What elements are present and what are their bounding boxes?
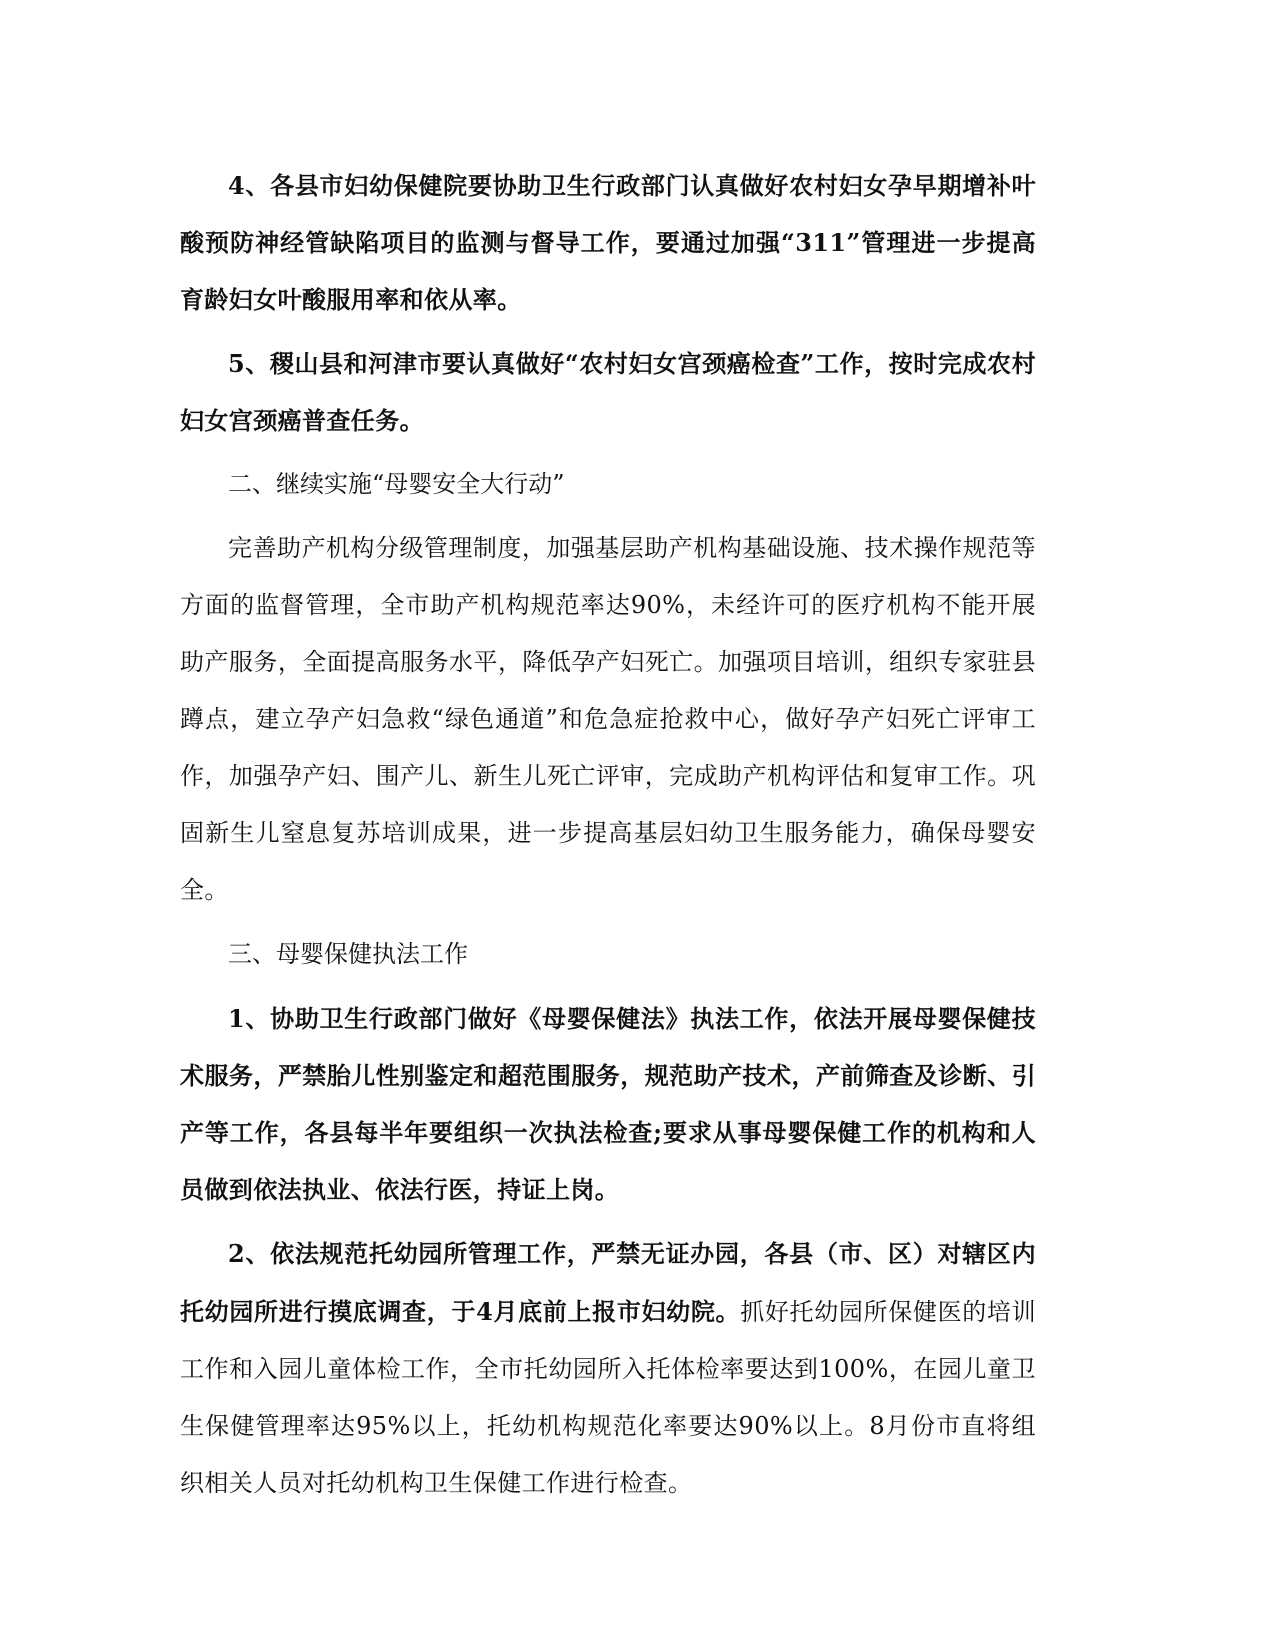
paragraph-law-item-2-rest: 抓好托幼园所保健医的培训工作和入园儿童体检工作，全市托幼园所入托体检率要达到100%，在园儿童卫生保健管理率达95%以上，托幼机构规范化率要达90%以上。8月份市直将组织相关人员对托幼机构卫生保健工作进行检查。 — [180, 1298, 1036, 1497]
document-page — [180, 157, 1036, 1519]
paragraph-section-2-body: 完善助产机构分级管理制度，加强基层助产机构基础设施、技术操作规范等方面的监督管理，全市助产机构规范率达90%，未经许可的医疗机构不能开展助产服务，全面提高服务水平，降低孕产妇死亡。加强项目培训，组织专家驻县蹲点，建立孕产妇急救“绿色通道”和危急症抢救中心，做好孕产妇死亡评审工作，加强孕产妇、围产儿、新生儿死亡评审，完成助产机构评估和复审工作。巩固新生儿窒息复苏培训成果，进一步提高基层妇幼卫生服务能力，确保母婴安全。 — [180, 534, 1036, 904]
section-heading-2: 二、继续实施“母婴安全大行动” — [228, 470, 565, 498]
paragraph-law-item-2 — [180, 1225, 1036, 1512]
paragraph-law-item-2-bold: 2、依法规范托幼园所管理工作，严禁无证办园，各县（市、区）对辖区内托幼园所进行摸底调查，于4月底前上报市妇幼院。 — [180, 1239, 1036, 1326]
paragraph-law-item-1: 1、协助卫生行政部门做好《母婴保健法》执法工作，依法开展母婴保健技术服务，严禁胎儿性别鉴定和超范围服务，规范助产技术，产前筛查及诊断、引产等工作，各县每半年要组织一次执法检查;要求从事母婴保健工作的机构和人员做到依法执业、依法行医，持证上岗。 — [180, 1004, 1036, 1204]
paragraph-item-4: 4、各县市妇幼保健院要协助卫生行政部门认真做好农村妇女孕早期增补叶酸预防神经管缺陷项目的监测与督导工作，要通过加强“311”管理进一步提高育龄妇女叶酸服用率和依从率。 — [180, 171, 1036, 314]
section-heading-3: 三、母婴保健执法工作 — [228, 940, 468, 968]
paragraph-item-5: 5、稷山县和河津市要认真做好“农村妇女宫颈癌检查”工作，按时完成农村妇女宫颈癌普查任务。 — [180, 349, 1036, 435]
